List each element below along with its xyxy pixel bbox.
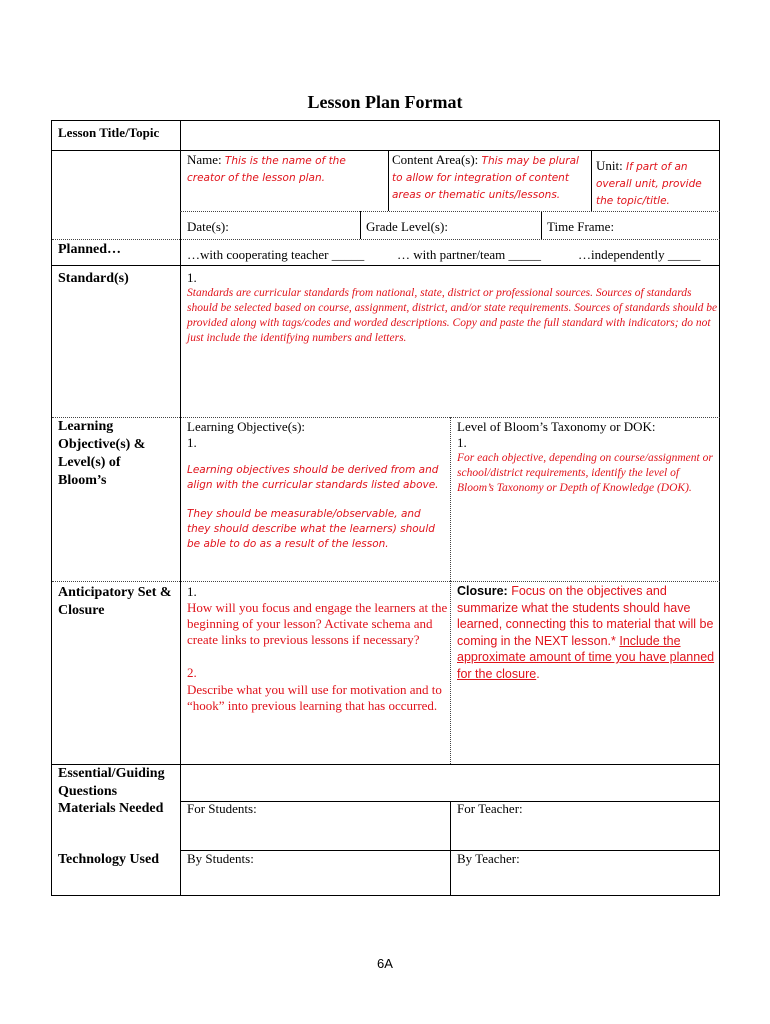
unit-hint: If part of an overall unit, provide the topic/title.: [596, 161, 702, 207]
planned-independently[interactable]: …independently _____: [578, 247, 701, 262]
row-line: [52, 150, 720, 151]
row-line: [52, 239, 720, 240]
label-column-divider: [180, 121, 181, 896]
divider-time: [541, 211, 542, 239]
divider-content-area: [388, 150, 389, 211]
anticipatory-number-1: 1.: [187, 584, 197, 599]
objectives-hint-2[interactable]: They should be measurable/observable, and they should describe what the learners) should be able to do as a result of the lesson.: [187, 508, 435, 550]
divider-bloom: [450, 417, 451, 581]
planned-label: Planned…: [58, 242, 122, 257]
page-title: Lesson Plan Format: [307, 92, 463, 112]
lesson-title-field[interactable]: [182, 123, 718, 149]
name-label: Name:: [187, 152, 222, 167]
row-line: [52, 581, 720, 582]
anticipatory-question-2[interactable]: Describe what you will use for motivation and to “hook” into previous learning that has occurred.: [187, 682, 442, 713]
technology-students[interactable]: By Students:: [187, 851, 254, 866]
name-cell[interactable]: [187, 152, 383, 186]
objectives-heading: Learning Objective(s):: [187, 419, 306, 434]
content-area-cell[interactable]: [392, 152, 588, 203]
divider-teacher: [450, 801, 451, 896]
materials-students[interactable]: For Students:: [187, 801, 257, 816]
standards-hint[interactable]: Standards are curricular standards from national, state, district or professional sources. Sources of standards should be selected based on course, assignment, district, and/or state requirements. Sources of standards should be provided along with tags/codes and worded descriptions. Copy and paste the full standard with indicators; do not just include the identifying numbers and letters.: [187, 287, 718, 344]
materials-label: Materials Needed: [58, 801, 164, 816]
closure-text: Focus on the objectives and summarize what the students should have learned, connecting this to material that will be coming in the NEXT lesson.*: [457, 584, 714, 648]
name-hint: This is the name of the creator of the lesson plan.: [187, 155, 346, 184]
content-area-hint: This may be plural to allow for integration of content areas or thematic units/lessons.: [392, 155, 579, 201]
unit-label: Unit:: [596, 158, 623, 173]
materials-teacher[interactable]: For Teacher:: [457, 801, 523, 816]
bloom-heading: Level of Bloom’s Taxonomy or DOK:: [457, 419, 656, 434]
time-frame-label[interactable]: Time Frame:: [547, 219, 615, 234]
dates-label[interactable]: Date(s):: [187, 219, 229, 234]
divider-grade: [360, 211, 361, 239]
essential-questions-label: Essential/Guiding Questions: [58, 766, 165, 799]
objectives-number: 1.: [187, 435, 197, 450]
technology-label: Technology Used: [58, 852, 160, 867]
standards-label: Standard(s): [58, 271, 129, 286]
page-number: 6A: [377, 956, 393, 971]
divider-closure: [450, 581, 451, 764]
unit-cell[interactable]: [596, 158, 716, 209]
content-area-label: Content Area(s):: [392, 152, 479, 167]
anticipatory-number-2: 2.: [187, 665, 197, 680]
grade-level-label[interactable]: Grade Level(s):: [366, 219, 448, 234]
row-line: [180, 211, 720, 212]
bloom-hint[interactable]: For each objective, depending on course/assignment or school/district requirements, identify the level of Bloom’s Taxonomy or Depth of Knowledge (DOK).: [457, 452, 713, 494]
objectives-label: Learning Objective(s) & Level(s) of Bloom’s: [58, 419, 146, 488]
technology-teacher[interactable]: By Teacher:: [457, 851, 520, 866]
closure-cell[interactable]: [457, 583, 719, 682]
anticipatory-label: Anticipatory Set & Closure: [58, 585, 172, 618]
essential-questions-field[interactable]: [182, 766, 718, 800]
standards-number: 1.: [187, 270, 197, 285]
bloom-number: 1.: [457, 435, 467, 450]
anticipatory-question-1[interactable]: How will you focus and engage the learners at the beginning of your lesson? Activate schema and create links to previous lessons if necessary?: [187, 600, 448, 647]
lesson-title-label: Lesson Title/Topic: [58, 125, 160, 140]
objectives-hint-1[interactable]: Learning objectives should be derived from and align with the curricular standards listed above.: [187, 464, 439, 491]
closure-time-note: Include the approximate amount of time you have planned for the closure: [457, 633, 715, 681]
row-line: [52, 265, 720, 266]
closure-label: Closure:: [457, 584, 508, 598]
row-line: [180, 850, 720, 851]
closure-end: .: [536, 666, 540, 681]
lesson-plan-table: [51, 120, 720, 896]
planned-with-teacher[interactable]: …with cooperating teacher _____: [187, 247, 365, 262]
divider-unit: [591, 150, 592, 211]
planned-with-partner[interactable]: … with partner/team _____: [397, 247, 542, 262]
row-line: [180, 801, 720, 802]
